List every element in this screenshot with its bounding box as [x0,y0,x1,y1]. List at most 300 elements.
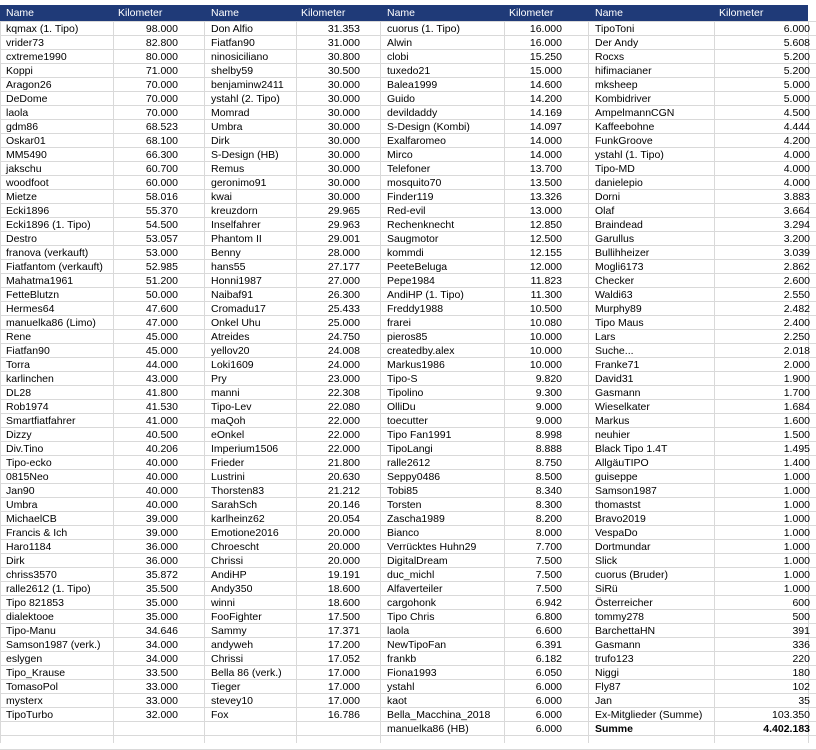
km-cell[interactable]: 1.000 [783,555,810,567]
km-cell[interactable]: 54.500 [145,219,178,231]
km-cell[interactable]: 17.000 [327,667,360,679]
name-cell[interactable]: shelby59 [211,65,254,77]
name-cell[interactable]: Suche... [595,345,634,357]
km-cell[interactable]: 1.684 [783,401,810,413]
km-cell[interactable]: 13.500 [529,177,562,189]
km-cell[interactable]: 24.750 [327,331,360,343]
name-cell[interactable]: maQoh [211,415,246,427]
name-cell[interactable]: Hermes64 [6,303,55,315]
name-cell[interactable]: Zascha1989 [387,513,445,525]
km-cell[interactable]: 13.326 [529,191,562,203]
km-cell[interactable]: 16.000 [529,23,562,35]
km-cell[interactable]: 18.600 [327,597,360,609]
km-cell[interactable]: 52.985 [145,261,178,273]
km-cell[interactable]: 10.000 [529,331,562,343]
name-cell[interactable]: cuorus (Bruder) [595,569,668,581]
name-cell[interactable]: kreuzdorn [211,205,258,217]
name-cell[interactable]: trufo123 [595,653,634,665]
km-cell[interactable]: 30.000 [327,149,360,161]
name-cell[interactable]: Franke71 [595,359,640,371]
km-cell[interactable]: 17.500 [327,611,360,623]
name-cell[interactable]: cuorus (1. Tipo) [387,23,460,35]
km-cell[interactable]: 13.000 [529,205,562,217]
name-cell[interactable]: Aragon26 [6,79,52,91]
km-cell[interactable]: 8.998 [535,429,562,441]
km-cell[interactable]: 1.000 [783,471,810,483]
name-cell[interactable]: Tipo-S [387,373,418,385]
km-cell[interactable]: 21.800 [327,457,360,469]
km-cell[interactable]: 40.000 [145,499,178,511]
km-cell[interactable]: 39.000 [145,527,178,539]
name-cell[interactable]: andyweh [211,639,254,651]
name-cell[interactable]: Tipo Maus [595,317,644,329]
km-cell[interactable]: 14.000 [529,149,562,161]
name-cell[interactable]: Black Tipo 1.4T [595,443,668,455]
name-cell[interactable]: Fiatfan90 [211,37,255,49]
name-cell[interactable]: Fly87 [595,681,621,693]
km-cell[interactable]: 20.054 [327,513,360,525]
name-cell[interactable]: Naibaf91 [211,289,254,301]
km-cell[interactable]: 30.000 [327,93,360,105]
name-cell[interactable]: David31 [595,373,634,385]
km-cell[interactable]: 336 [792,639,810,651]
name-cell[interactable]: hifimacianer [595,65,652,77]
name-cell[interactable]: Tipo-Lev [211,401,252,413]
name-cell[interactable]: winni [211,597,235,609]
km-cell[interactable]: 7.500 [535,569,562,581]
km-cell[interactable]: 10.500 [529,303,562,315]
km-cell[interactable]: 1.400 [783,457,810,469]
name-cell[interactable]: Kombidriver [595,93,652,105]
name-cell[interactable]: laola [6,107,29,119]
km-cell[interactable]: 8.750 [535,457,562,469]
km-cell[interactable]: 12.850 [529,219,562,231]
km-cell[interactable]: 25.433 [327,303,360,315]
km-cell[interactable]: 2.018 [783,345,810,357]
km-cell[interactable]: 35.000 [145,597,178,609]
name-cell[interactable]: tommy278 [595,611,645,623]
km-cell[interactable]: 12.155 [529,247,562,259]
km-cell[interactable]: 55.370 [145,205,178,217]
name-cell[interactable]: Tipo-ecko [6,457,52,469]
km-cell[interactable]: 40.000 [145,471,178,483]
name-cell[interactable]: Lustrini [211,471,245,483]
name-cell[interactable]: Saugmotor [387,233,439,245]
name-cell[interactable]: Wieselkater [595,401,650,413]
km-cell[interactable]: 102 [792,681,810,693]
km-cell[interactable]: 20.146 [327,499,360,511]
km-cell[interactable]: 20.000 [327,555,360,567]
name-cell[interactable]: Rob1974 [6,401,49,413]
name-cell[interactable]: Markus [595,415,630,427]
name-cell[interactable]: Andy350 [211,583,253,595]
name-cell[interactable]: toecutter [387,415,428,427]
km-cell[interactable]: 30.000 [327,79,360,91]
km-cell[interactable]: 1.000 [783,499,810,511]
km-cell[interactable]: 6.800 [535,611,562,623]
km-cell[interactable]: 17.000 [327,695,360,707]
name-cell[interactable]: Alfaverteiler [387,583,443,595]
name-cell[interactable]: Murphy89 [595,303,642,315]
name-cell[interactable]: Lars [595,331,616,343]
km-cell[interactable]: 70.000 [145,107,178,119]
km-cell[interactable]: 47.000 [145,317,178,329]
name-cell[interactable]: Frieder [211,457,245,469]
name-cell[interactable]: Loki1609 [211,359,254,371]
km-cell[interactable]: 1.495 [783,443,810,455]
km-cell[interactable]: 9.000 [535,401,562,413]
km-cell[interactable]: 1.500 [783,429,810,441]
km-cell[interactable]: 8.888 [535,443,562,455]
km-cell[interactable]: 7.500 [535,583,562,595]
name-cell[interactable]: Phantom II [211,233,262,245]
name-cell[interactable]: Olaf [595,205,615,217]
km-cell[interactable]: 6.000 [535,695,562,707]
km-cell[interactable]: 12.000 [529,261,562,273]
name-cell[interactable]: Ecki1896 (1. Tipo) [6,219,91,231]
name-cell[interactable]: ystahl (1. Tipo) [595,149,664,161]
name-cell[interactable]: AndiHP (1. Tipo) [387,289,464,301]
name-cell[interactable]: Freddy1988 [387,303,444,315]
km-cell[interactable]: 41.800 [145,387,178,399]
name-cell[interactable]: Fiatfan90 [6,345,50,357]
km-cell[interactable]: 14.000 [529,135,562,147]
name-cell[interactable]: DL28 [6,387,32,399]
name-cell[interactable]: FooFighter [211,611,262,623]
km-cell[interactable]: 6.942 [535,597,562,609]
name-cell[interactable]: clobi [387,51,409,63]
km-cell[interactable]: 66.300 [145,149,178,161]
km-cell[interactable]: 23.000 [327,373,360,385]
km-cell[interactable]: 35.500 [145,583,178,595]
name-cell[interactable]: Bella_Macchina_2018 [387,709,491,721]
km-cell[interactable]: 71.000 [145,65,178,77]
name-cell[interactable]: ninosiciliano [211,51,269,63]
name-cell[interactable]: kqmax (1. Tipo) [6,23,79,35]
name-cell[interactable]: Pepe1984 [387,275,435,287]
name-cell[interactable]: TipoLangi [387,443,433,455]
name-cell[interactable]: Tipo 821853 [6,597,64,609]
name-cell[interactable]: PeeteBeluga [387,261,448,273]
km-cell[interactable]: 1.000 [783,513,810,525]
km-cell[interactable]: 30.000 [327,191,360,203]
name-cell[interactable]: Guido [387,93,416,105]
km-cell[interactable]: 17.200 [327,639,360,651]
name-cell[interactable]: chriss3570 [6,569,57,581]
km-cell[interactable]: 98.000 [145,23,178,35]
km-cell[interactable]: 500 [792,611,810,623]
km-cell[interactable]: 24.008 [327,345,360,357]
name-cell[interactable]: Destro [6,233,37,245]
name-cell[interactable]: FetteBlutzn [6,289,60,301]
km-cell[interactable]: 4.500 [783,107,810,119]
name-cell[interactable]: Bravo2019 [595,513,646,525]
name-cell[interactable]: Tipo Fan1991 [387,429,452,441]
km-cell[interactable]: 70.000 [145,93,178,105]
name-cell[interactable]: franova (verkauft) [6,247,89,259]
km-cell[interactable]: 1.000 [783,569,810,581]
km-cell[interactable]: 14.200 [529,93,562,105]
name-cell[interactable]: Benny [211,247,241,259]
name-cell[interactable]: Kaffeebohne [595,121,655,133]
km-cell[interactable]: 68.523 [145,121,178,133]
km-cell[interactable]: 30.000 [327,107,360,119]
km-cell[interactable]: 8.000 [535,527,562,539]
name-cell[interactable]: Mietze [6,191,37,203]
km-cell[interactable]: 30.000 [327,177,360,189]
name-cell[interactable]: neuhier [595,429,631,441]
km-cell[interactable]: 4.000 [783,149,810,161]
km-cell[interactable]: 6.000 [535,709,562,721]
km-cell[interactable]: 1.000 [783,541,810,553]
name-cell[interactable]: DigitalDream [387,555,448,567]
name-cell[interactable]: Mirco [387,149,413,161]
km-cell[interactable]: 82.800 [145,37,178,49]
km-cell[interactable]: 5.200 [783,51,810,63]
name-cell[interactable]: frarei [387,317,411,329]
km-cell[interactable]: 21.212 [327,485,360,497]
km-cell[interactable]: 60.000 [145,177,178,189]
km-cell[interactable]: 10.080 [529,317,562,329]
km-cell[interactable]: 1.900 [783,373,810,385]
name-cell[interactable]: Tipolino [387,387,424,399]
name-cell[interactable]: BarchettaHN [595,625,656,637]
name-cell[interactable]: Atreides [211,331,250,343]
name-cell[interactable]: Inselfahrer [211,219,261,231]
name-cell[interactable]: Checker [595,275,635,287]
name-cell[interactable]: S-Design (HB) [211,149,279,161]
name-cell[interactable]: Imperium1506 [211,443,279,455]
name-cell[interactable]: Haro1184 [6,541,52,553]
name-cell[interactable]: VespaDo [595,527,638,539]
name-cell[interactable]: TipoToni [595,23,635,35]
name-cell[interactable]: DeDome [6,93,48,105]
name-cell[interactable]: AmpelmannCGN [595,107,675,119]
name-cell[interactable]: Dirk [6,555,25,567]
name-cell[interactable]: Torra [6,359,30,371]
name-cell[interactable]: mysterx [6,695,43,707]
name-cell[interactable]: eslygen [6,653,43,665]
name-cell[interactable]: Gasmann [595,387,641,399]
km-cell[interactable]: 39.000 [145,513,178,525]
name-cell[interactable]: Francis & Ich [6,527,68,539]
name-cell[interactable]: Finder119 [387,191,434,203]
km-cell[interactable]: 36.000 [145,555,178,567]
km-cell[interactable]: 19.191 [327,569,360,581]
name-cell[interactable]: Onkel Uhu [211,317,261,329]
km-cell[interactable]: 15.000 [529,65,562,77]
name-cell[interactable]: Oskar01 [6,135,46,147]
km-cell[interactable]: 34.000 [145,653,178,665]
km-cell[interactable]: 10.000 [529,345,562,357]
name-cell[interactable]: Koppi [6,65,33,77]
km-cell[interactable]: 16.786 [327,709,360,721]
km-cell[interactable]: 2.000 [783,359,810,371]
name-cell[interactable]: Chrissi [211,653,244,665]
km-cell[interactable]: 18.600 [327,583,360,595]
km-cell[interactable]: 51.200 [145,275,178,287]
name-cell[interactable]: manni [211,387,240,399]
km-cell[interactable]: 41.530 [145,401,178,413]
km-cell[interactable]: 1.000 [783,527,810,539]
name-cell[interactable]: Cromadu17 [211,303,266,315]
name-cell[interactable]: Der Andy [595,37,639,49]
km-cell[interactable]: 1.600 [783,415,810,427]
name-cell[interactable]: duc_michl [387,569,435,581]
name-cell[interactable]: Tieger [211,681,241,693]
name-cell[interactable]: Umbra [6,499,38,511]
name-cell[interactable]: stevey10 [211,695,254,707]
name-cell[interactable]: ralle2612 (1. Tipo) [6,583,91,595]
km-cell[interactable]: 25.000 [327,317,360,329]
km-cell[interactable]: 44.000 [145,359,178,371]
name-cell[interactable]: manuelka86 (Limo) [6,317,96,329]
name-cell[interactable]: dialektooe [6,611,54,623]
name-cell[interactable]: Fiona1993 [387,667,437,679]
name-cell[interactable]: Fox [211,709,229,721]
km-cell[interactable]: 60.700 [145,163,178,175]
km-cell[interactable]: 180 [792,667,810,679]
km-cell[interactable]: 14.600 [529,79,562,91]
name-cell[interactable]: frankb [387,653,417,665]
km-cell[interactable]: 27.000 [327,275,360,287]
name-cell[interactable]: TomasoPol [6,681,58,693]
name-cell[interactable]: AllgäuTIPO [595,457,649,469]
km-cell[interactable]: 30.000 [327,135,360,147]
km-cell[interactable]: 34.646 [145,625,178,637]
km-cell[interactable]: 22.000 [327,415,360,427]
km-cell[interactable]: 34.000 [145,639,178,651]
km-cell[interactable]: 80.000 [145,51,178,63]
name-cell[interactable]: Braindead [595,219,643,231]
name-cell[interactable]: AndiHP [211,569,247,581]
name-cell[interactable]: Dirk [211,135,230,147]
name-cell[interactable]: cxtreme1990 [6,51,67,63]
km-cell[interactable]: 6.391 [535,639,562,651]
name-cell[interactable]: pieros85 [387,331,428,343]
name-cell[interactable]: NewTipoFan [387,639,447,651]
name-cell[interactable]: karlheinz62 [211,513,265,525]
km-cell[interactable]: 2.482 [783,303,810,315]
name-cell[interactable]: cargohonk [387,597,437,609]
km-cell[interactable]: 20.000 [327,541,360,553]
km-cell[interactable]: 5.608 [783,37,810,49]
km-cell[interactable]: 8.500 [535,471,562,483]
km-cell[interactable]: 29.965 [327,205,360,217]
name-cell[interactable]: Pry [211,373,227,385]
name-cell[interactable]: Seppy0486 [387,471,441,483]
km-cell[interactable]: 47.600 [145,303,178,315]
name-cell[interactable]: Bella 86 (verk.) [211,667,282,679]
km-cell[interactable]: 22.308 [327,387,360,399]
km-cell[interactable]: 22.000 [327,429,360,441]
km-cell[interactable]: 22.000 [327,443,360,455]
km-cell[interactable]: 31.353 [327,23,360,35]
km-cell[interactable]: 33.000 [145,695,178,707]
name-cell[interactable]: ralle2612 [387,457,431,469]
name-cell[interactable]: Don Alfio [211,23,254,35]
km-cell[interactable]: 17.000 [327,681,360,693]
name-cell[interactable]: Chroescht [211,541,259,553]
km-cell[interactable]: 30.800 [327,51,360,63]
km-cell[interactable]: 2.862 [783,261,810,273]
km-cell[interactable]: 28.000 [327,247,360,259]
name-cell[interactable]: Alwin [387,37,413,49]
km-cell[interactable]: 9.000 [535,415,562,427]
km-cell[interactable]: 3.039 [783,247,810,259]
name-cell[interactable]: Telefoner [387,163,431,175]
km-cell[interactable]: 16.000 [529,37,562,49]
km-cell[interactable]: 24.000 [327,359,360,371]
name-cell[interactable]: Dizzy [6,429,32,441]
name-cell[interactable]: danielepio [595,177,643,189]
name-cell[interactable]: mksheep [595,79,638,91]
km-cell[interactable]: 58.016 [145,191,178,203]
name-cell[interactable]: SiRü [595,583,618,595]
km-cell[interactable]: 41.000 [145,415,178,427]
km-cell[interactable]: 26.300 [327,289,360,301]
km-cell[interactable]: 8.340 [535,485,562,497]
km-cell[interactable]: 7.700 [535,541,562,553]
km-cell[interactable]: 2.600 [783,275,810,287]
km-cell[interactable]: 9.300 [535,387,562,399]
km-cell[interactable]: 20.630 [327,471,360,483]
name-cell[interactable]: ystahl (2. Tipo) [211,93,280,105]
km-cell[interactable]: 36.000 [145,541,178,553]
km-cell[interactable]: 3.294 [783,219,810,231]
km-cell[interactable]: 13.700 [529,163,562,175]
name-cell[interactable]: gdm86 [6,121,39,133]
km-cell[interactable]: 6.600 [535,625,562,637]
name-cell[interactable]: Bullihheizer [595,247,650,259]
km-cell[interactable]: 40.500 [145,429,178,441]
km-cell[interactable]: 1.700 [783,387,810,399]
km-cell[interactable]: 6.000 [535,723,562,735]
km-cell[interactable]: 10.000 [529,359,562,371]
name-cell[interactable]: Jan [595,695,612,707]
km-cell[interactable]: 33.000 [145,681,178,693]
name-cell[interactable]: Österreicher [595,597,653,609]
name-cell[interactable]: Summe [595,723,633,735]
name-cell[interactable]: Ex-Mitglieder (Summe) [595,709,703,721]
name-cell[interactable]: Rocxs [595,51,625,63]
name-cell[interactable]: FunkGroove [595,135,653,147]
name-cell[interactable]: Markus1986 [387,359,445,371]
name-cell[interactable]: Slick [595,555,618,567]
name-cell[interactable]: kaot [387,695,407,707]
name-cell[interactable]: laola [387,625,410,637]
km-cell[interactable]: 4.444 [783,121,810,133]
km-cell[interactable]: 3.883 [783,191,810,203]
name-cell[interactable]: Balea1999 [387,79,438,91]
km-cell[interactable]: 68.100 [145,135,178,147]
km-cell[interactable]: 70.000 [145,79,178,91]
name-cell[interactable]: hans55 [211,261,246,273]
km-cell[interactable]: 6.000 [535,681,562,693]
name-cell[interactable]: thomastst [595,499,641,511]
km-cell[interactable]: 40.000 [145,485,178,497]
km-cell[interactable]: 30.000 [327,163,360,175]
name-cell[interactable]: Chrissi [211,555,244,567]
km-cell[interactable]: 29.963 [327,219,360,231]
name-cell[interactable]: Tipo-MD [595,163,635,175]
km-cell[interactable]: 17.371 [327,625,360,637]
km-cell[interactable]: 4.402.183 [763,723,810,735]
km-cell[interactable]: 6.000 [783,23,810,35]
km-cell[interactable]: 1.000 [783,583,810,595]
km-cell[interactable]: 53.000 [145,247,178,259]
name-cell[interactable]: jakschu [6,163,42,175]
